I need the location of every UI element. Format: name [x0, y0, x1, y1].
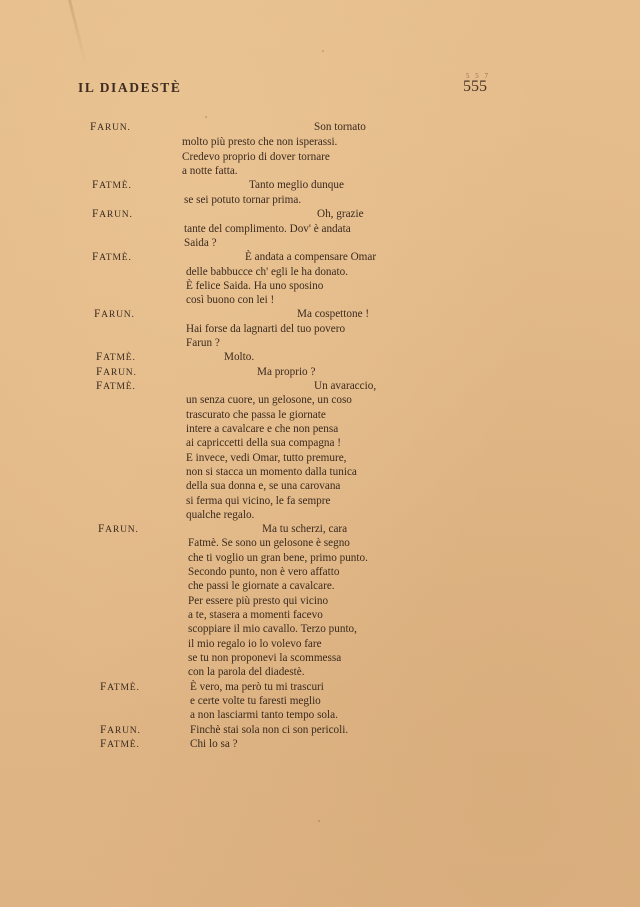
- dialogue-line: [0, 222, 640, 237]
- speaker-label: FATMÈ.: [92, 179, 132, 191]
- verse-text: trascurato che passa le giornate: [186, 409, 326, 421]
- dialogue-line: [0, 265, 640, 280]
- verse-text: non si stacca un momento dalla tunica: [186, 466, 357, 478]
- verse-text: È felice Saida. Ha uno sposino: [186, 280, 324, 292]
- verse-text: Fatmè. Se sono un gelosone è segno: [188, 537, 350, 549]
- verse-text: Finchè stai sola non ci son pericoli.: [190, 724, 349, 736]
- dialogue-line: [0, 436, 640, 451]
- page-number-overprint: 5 5 7: [466, 72, 490, 80]
- dialogue-line: [0, 522, 640, 537]
- verse-text: ai capriccetti della sua compagna !: [186, 437, 341, 449]
- verse-text: della sua donna e, se una carovana: [186, 480, 341, 492]
- dialogue-line: [0, 637, 640, 652]
- speaker-label: FARUN.: [98, 523, 139, 535]
- verse-text: E invece, vedi Omar, tutto premure,: [186, 452, 347, 464]
- verse-text: È vero, ma però tu mi trascuri: [190, 681, 324, 693]
- verse-text: a te, stasera a momenti facevo: [188, 609, 323, 621]
- speaker-label: FATMÈ.: [92, 251, 132, 263]
- dialogue-line: [0, 680, 640, 695]
- dialogue-line: [0, 622, 640, 637]
- speaker-label: FARUN.: [94, 308, 135, 320]
- dialogue-line: [0, 178, 640, 193]
- speaker-label: FATMÈ.: [100, 681, 140, 693]
- dialogue-line: [0, 379, 640, 394]
- dialogue-line: [0, 651, 640, 666]
- dialogue-line: [0, 565, 640, 580]
- dialogue-line: [0, 694, 640, 709]
- verse-text: Un avaraccio,: [314, 380, 377, 392]
- dialogue-line: [0, 451, 640, 466]
- speaker-label: FARUN.: [100, 724, 141, 736]
- verse-text: un senza cuore, un gelosone, un coso: [186, 394, 352, 406]
- running-title: IL DIADESTÈ: [78, 80, 182, 95]
- speaker-label: FATMÈ.: [100, 738, 140, 750]
- dialogue-line: [0, 120, 640, 135]
- dialogue-line: [0, 536, 640, 551]
- dialogue-line: [0, 279, 640, 294]
- verse-text: Hai forse da lagnarti del tuo povero: [186, 323, 346, 335]
- dialogue-line: [0, 307, 640, 322]
- dialogue-line: [0, 193, 640, 208]
- verse-text: se sei potuto tornar prima.: [184, 194, 302, 206]
- dialogue-line: [0, 393, 640, 408]
- verse-text: e certe volte tu faresti meglio: [190, 695, 321, 707]
- verse-text: così buono con lei !: [186, 294, 275, 306]
- verse-text: delle babbucce ch' egli le ha donato.: [186, 266, 348, 278]
- dialogue-line: [0, 723, 640, 738]
- verse-text: intere a cavalcare e che non pensa: [186, 423, 339, 435]
- verse-text: Ma tu scherzi, cara: [262, 523, 348, 535]
- verse-text: Oh, grazie: [317, 208, 364, 220]
- speaker-label: FARUN.: [92, 208, 133, 220]
- verse-text: Molto.: [224, 351, 255, 363]
- verse-text: Per essere più presto qui vicino: [188, 595, 329, 607]
- dialogue-line: [0, 608, 640, 623]
- verse-text: Tanto meglio dunque: [249, 179, 344, 191]
- verse-text: si ferma qui vicino, le fa sempre: [186, 495, 331, 507]
- verse-text: scoppiare il mio cavallo. Terzo punto,: [188, 623, 357, 635]
- dialogue-line: [0, 665, 640, 680]
- verse-text: Ma cospettone !: [297, 308, 370, 320]
- dialogue-line: [0, 336, 640, 351]
- dialogue-line: [0, 594, 640, 609]
- dialogue-line: [0, 737, 640, 752]
- dialogue-line: [0, 708, 640, 723]
- verse-text: Secondo punto, non è vero affatto: [188, 566, 340, 578]
- dialogue-line: [0, 207, 640, 222]
- speaker-label: FATMÈ.: [96, 380, 136, 392]
- dialogue-line: [0, 465, 640, 480]
- dialogue-line: [0, 422, 640, 437]
- verse-text: molto più presto che non isperassi.: [182, 136, 338, 148]
- dialogue-line: [0, 479, 640, 494]
- dialogue-line: [0, 508, 640, 523]
- dialogue-line: [0, 293, 640, 308]
- dialogue-line: [0, 494, 640, 509]
- verse-text: il mio regalo io lo volevo fare: [188, 638, 322, 650]
- speaker-label: FATMÈ.: [96, 351, 136, 363]
- verse-text: Ma proprio ?: [257, 366, 316, 378]
- verse-text: che ti voglio un gran bene, primo punto.: [188, 552, 368, 564]
- dialogue-line: [0, 350, 640, 365]
- verse-text: Son tornato: [314, 121, 366, 133]
- verse-text: Credevo proprio di dover tornare: [182, 151, 330, 163]
- verse-text: che passi le giornate a cavalcare.: [188, 580, 335, 592]
- paper-speck: [318, 820, 320, 822]
- verse-text: Saida ?: [184, 237, 217, 249]
- verse-text: a notte fatta.: [182, 165, 238, 177]
- dialogue-line: [0, 579, 640, 594]
- verse-text: Farun ?: [186, 337, 220, 349]
- dialogue-line: [0, 408, 640, 423]
- paper-speck: [322, 50, 324, 52]
- page-number: 555: [463, 78, 487, 95]
- verse-text: tante del complimento. Dov' è andata: [184, 223, 351, 235]
- verse-text: a non lasciarmi tanto tempo sola.: [190, 709, 338, 721]
- paper-crease: [68, 0, 88, 68]
- dialogue-line: [0, 164, 640, 179]
- dialogue-line: [0, 135, 640, 150]
- verse-text: È andata a compensare Omar: [245, 251, 377, 263]
- dialogue-line: [0, 250, 640, 265]
- verse-text: se tu non proponevi la scommessa: [188, 652, 342, 664]
- verse-text: con la parola del diadestè.: [188, 666, 305, 678]
- speaker-label: FARUN.: [90, 121, 131, 133]
- paper-speck: [205, 116, 207, 118]
- verse-text: qualche regalo.: [186, 509, 255, 521]
- speaker-label: FARUN.: [96, 366, 137, 378]
- dialogue-line: [0, 551, 640, 566]
- verse-text: Chi lo sa ?: [190, 738, 238, 750]
- dialogue-line: [0, 322, 640, 337]
- dialogue-line: [0, 365, 640, 380]
- dialogue-line: [0, 236, 640, 251]
- dialogue-line: [0, 150, 640, 165]
